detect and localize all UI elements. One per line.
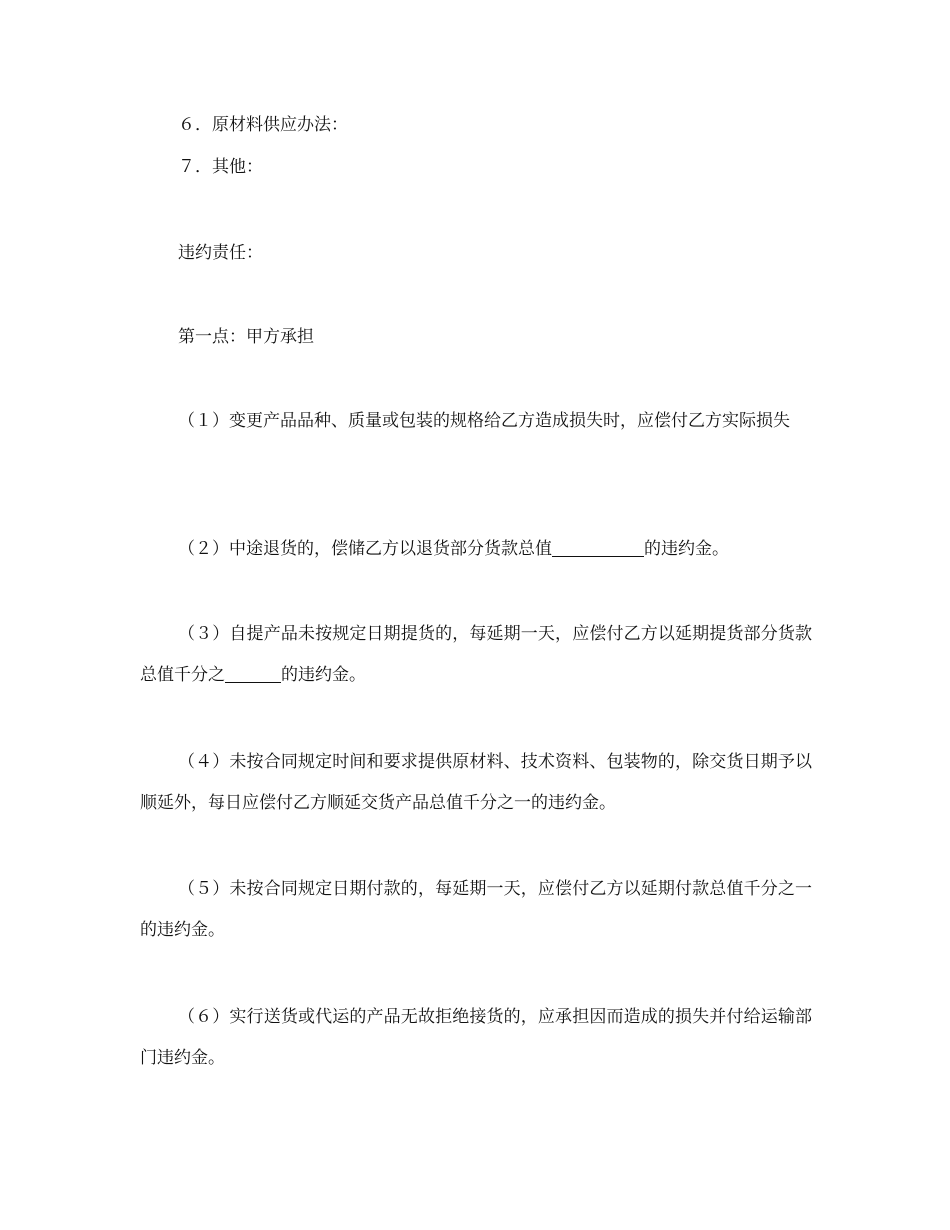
- clause-3-blank-field: [225, 664, 281, 683]
- item-7-other: ７．其他：: [178, 157, 263, 177]
- item-6-raw-material-supply: ６．原材料供应办法：: [178, 115, 348, 135]
- clause-2-blank-field: [552, 538, 644, 557]
- clause-4: （４）未按合同规定时间和要求提供原材料、技术资料、包装物的，除交货日期予以顺延外，每日应偿付乙方顺延交货产品总值千分之一的违约金。: [140, 752, 812, 813]
- clause-2-text-before: （２）中途退货的，偿储乙方以退货部分货款总值: [178, 539, 552, 559]
- clause-6: （６）实行送货或代运的产品无故拒绝接货的，应承担因而造成的损失并付给运输部门违约金。: [140, 1007, 812, 1068]
- clause-3-text-before: （３）自提产品未按规定日期提货的，每延期一天，应偿付乙方以延期提货部分货款总值千分之: [140, 624, 812, 685]
- clause-2-text-after: 的违约金。: [644, 539, 729, 559]
- clause-3: [140, 614, 812, 696]
- point-1-party-a-bears: 第一点：甲方承担: [178, 327, 314, 347]
- clause-1: （１）变更产品品种、质量或包装的规格给乙方造成损失时，应偿付乙方实际损失: [178, 411, 790, 431]
- clause-3-text-after: 的违约金。: [281, 665, 366, 685]
- section-heading-breach-liability: 违约责任：: [178, 243, 263, 263]
- clause-5: （５）未按合同规定日期付款的，每延期一天，应偿付乙方以延期付款总值千分之一的违约金。: [140, 879, 812, 940]
- clause-2: [140, 529, 812, 570]
